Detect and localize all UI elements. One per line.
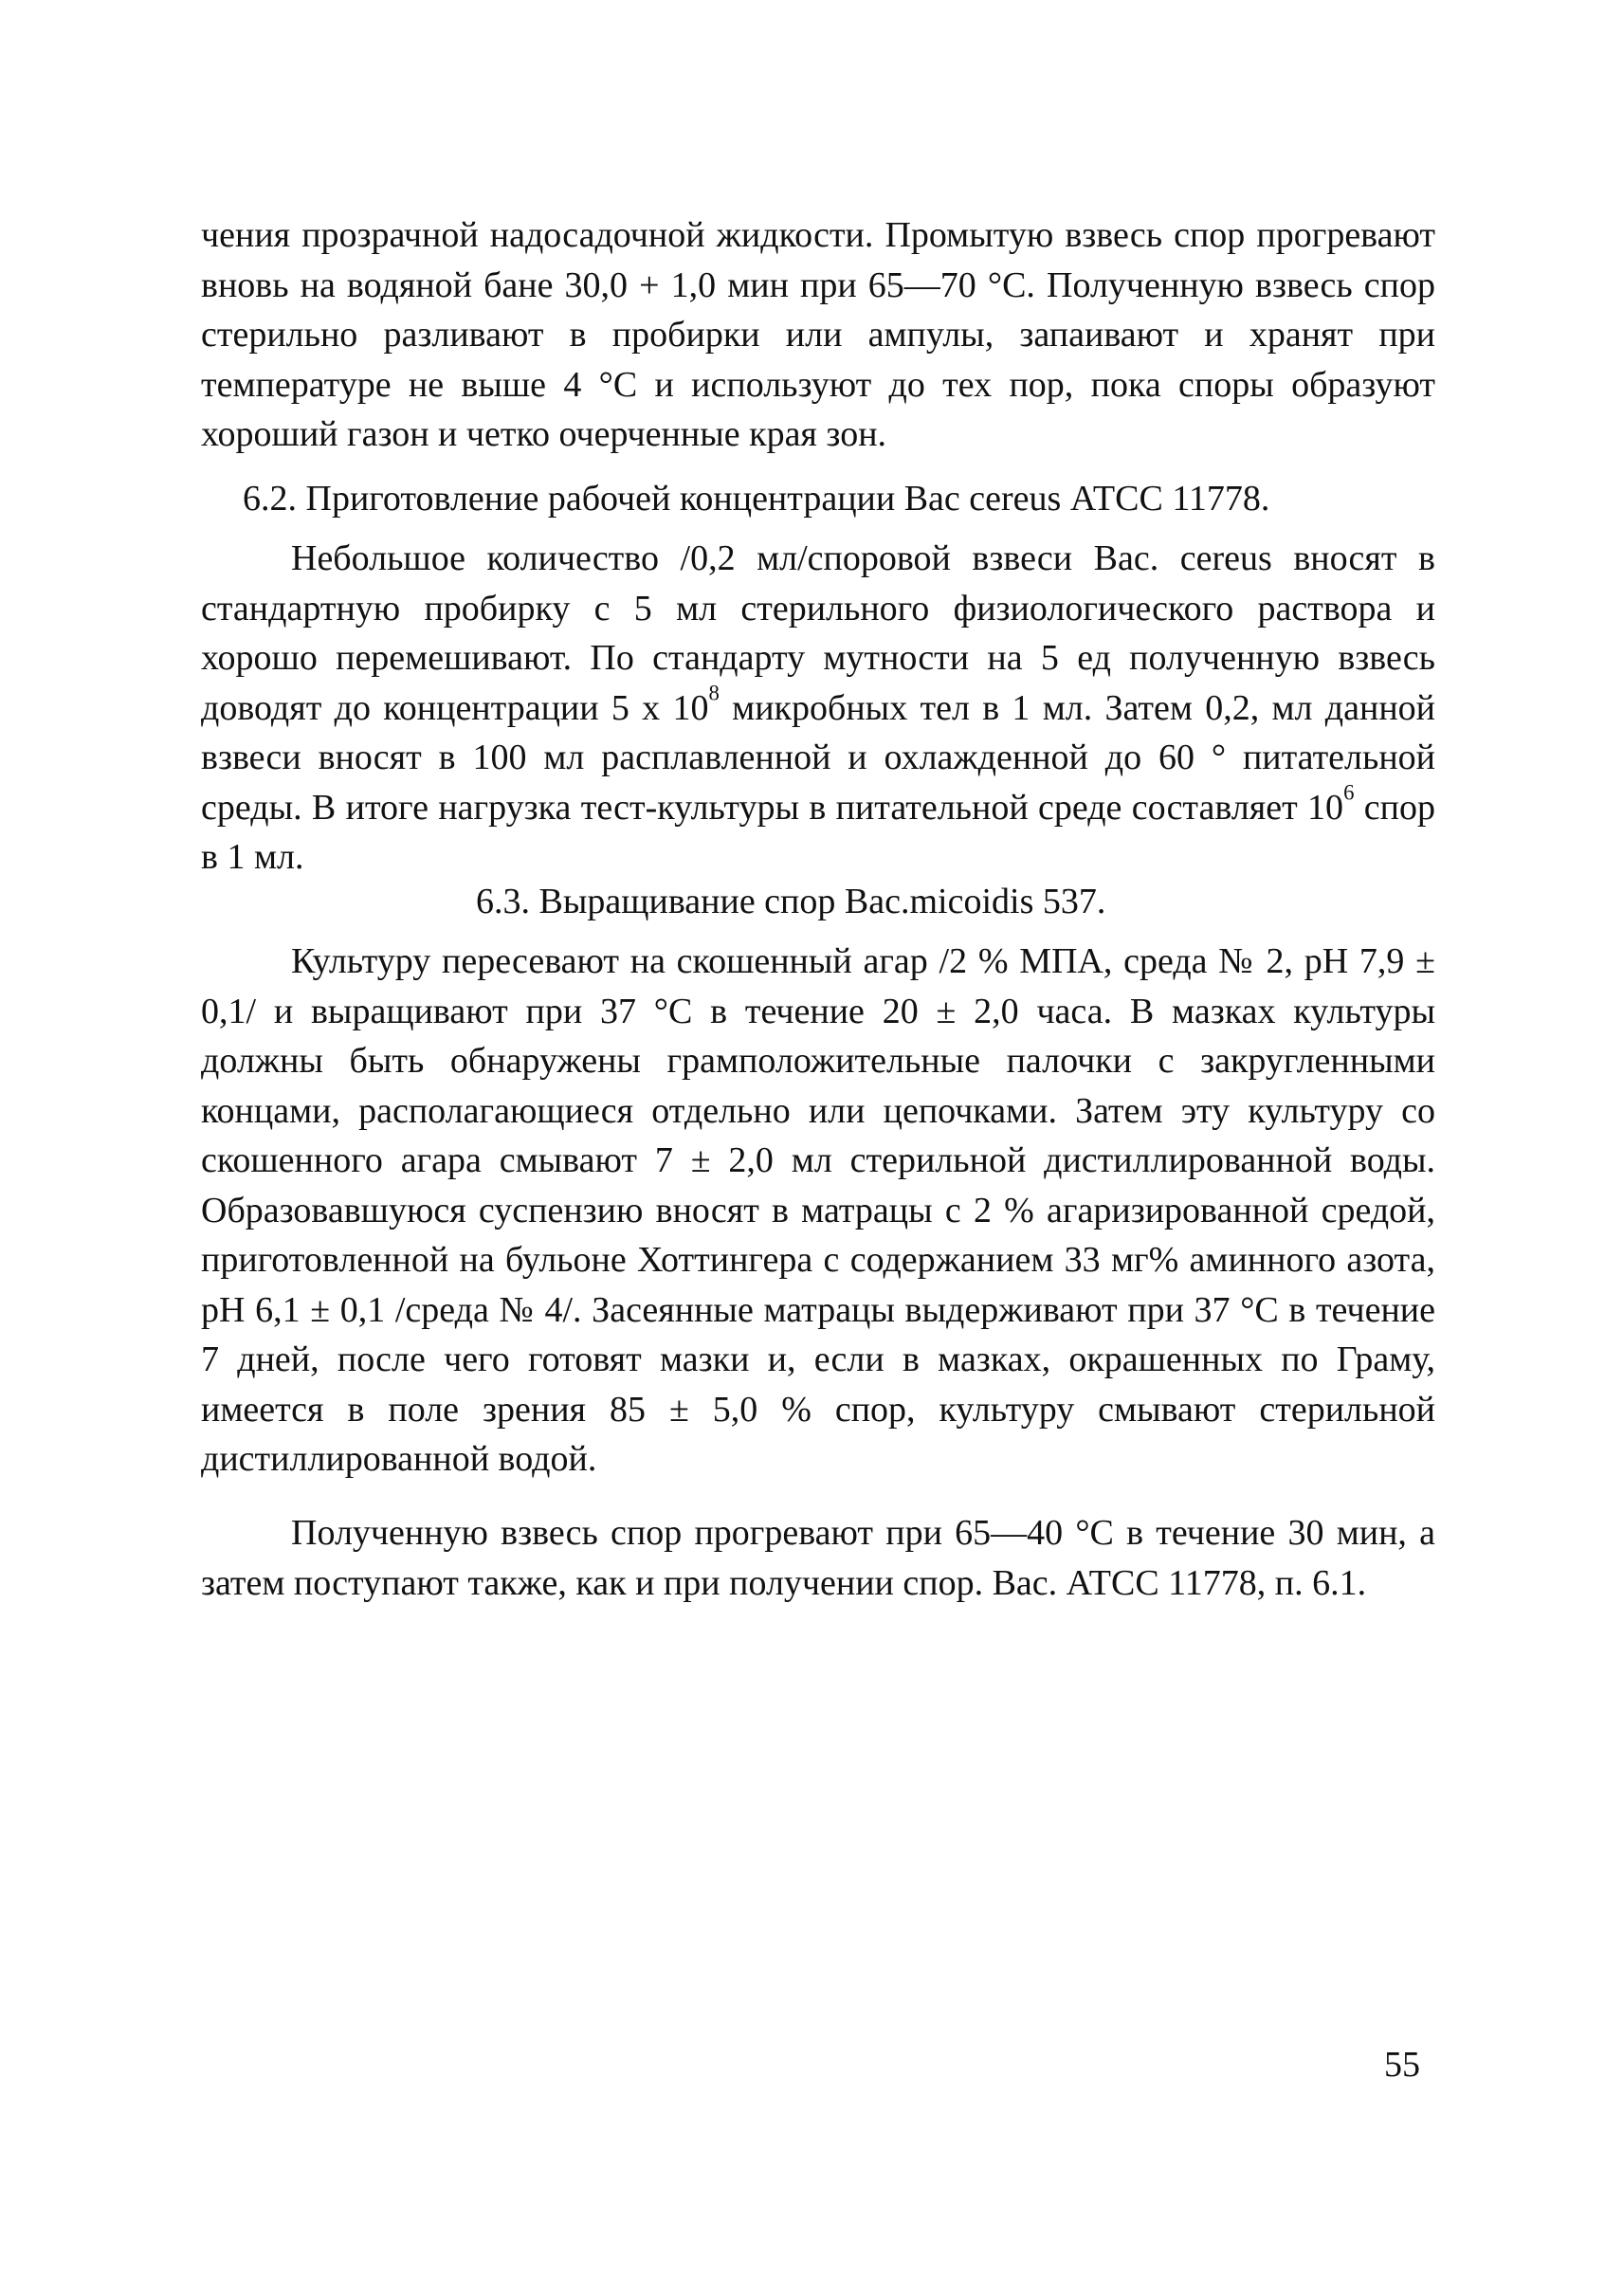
section-6-3-heading-block xyxy=(201,877,1435,927)
section-6-2-paragraph xyxy=(201,534,1435,883)
section-6-2-heading: 6.2. Приготовление рабочей концентрации Вас cereus АТСС 11778. xyxy=(243,479,1270,519)
concentration-exponent: 8 xyxy=(708,680,720,704)
continuation-block xyxy=(201,210,1435,460)
section-6-3-heading: 6.3. Выращивание спор Bac.micoidis 537. xyxy=(476,882,1106,921)
continuation-paragraph: чения прозрачной надосадочной жидкости. Промытую взвесь спор прогревают вновь на водяной бане 30,0 + 1,0 мин при 65—70 °С. Полученную взвесь спор стерильно разливают в пробирки или ампулы, запаивают и хранят при температуре не выше 4 °С и используют до тех пор, пока споры образуют хороший газон и четко очерченные края зон. xyxy=(201,215,1435,454)
section-6-3-paragraph: Культуру пересевают на скошенный агар /2 % МПА, среда № 2, рН 7,9 ± 0,1/ и выращивают при 37 °С в течение 20 ± 2,0 часа. В мазках культуры должны быть обнаружены грамположительные палочки с закругленными концами, располагающиеся отдельно или цепочками. Затем эту культуру со скошенного агара смывают 7 ± 2,0 мл стерильной дистиллированной воды. Образовавшуюся суспензию вносят в матрацы с 2 % агаризированной средой, приготовленной на бульоне Хоттингера с содержанием 33 мг% аминного азота, рН 6,1 ± 0,1 /среда № 4/. Засеянные матрацы выдерживают при 37 °С в течение 7 дней, после чего готовят мазки и, если в мазках, окрашенных по Граму, имеется в поле зрения 85 ± 5,0 % спор, культуру смывают стерильной дистиллированной водой. xyxy=(201,941,1435,1479)
section-6-3-final-paragraph: Полученную взвесь спор прогревают при 65—40 °С в течение 30 мин, а затем поступают также, как и при получении спор. Вас. АТСС 11778, п. 6.1. xyxy=(201,1513,1435,1603)
section-6-2-body-block xyxy=(201,534,1435,883)
section-6-2-text-part-2: микробных тел в 1 мл. Затем 0,2, мл данной взвеси вносят в 100 мл расплавленной и охлажденной до 60 ° питательной среды. В итоге нагрузка тест-культуры в питательной среде составляет 10 xyxy=(201,687,1436,828)
final-paragraph-block xyxy=(201,1508,1435,1608)
section-6-2-text-part-1: Небольшое количество /0,2 мл/споровой взвеси Вас. cereus вносят в стандартную пробирку с 5 мл стерильного физиологического раствора и хорошо перемешивают. По стандарту мутности на 5 ед полученную взвесь доводят до концентрации 5 х 10 xyxy=(201,538,1435,728)
section-6-3-body-block xyxy=(201,937,1435,1485)
page-number: 55 xyxy=(1384,2045,1420,2085)
section-6-2-heading-block xyxy=(201,474,1435,524)
load-exponent: 6 xyxy=(1343,779,1355,804)
section-6-2-text-part-3: спор в 1 мл. xyxy=(201,787,1436,877)
